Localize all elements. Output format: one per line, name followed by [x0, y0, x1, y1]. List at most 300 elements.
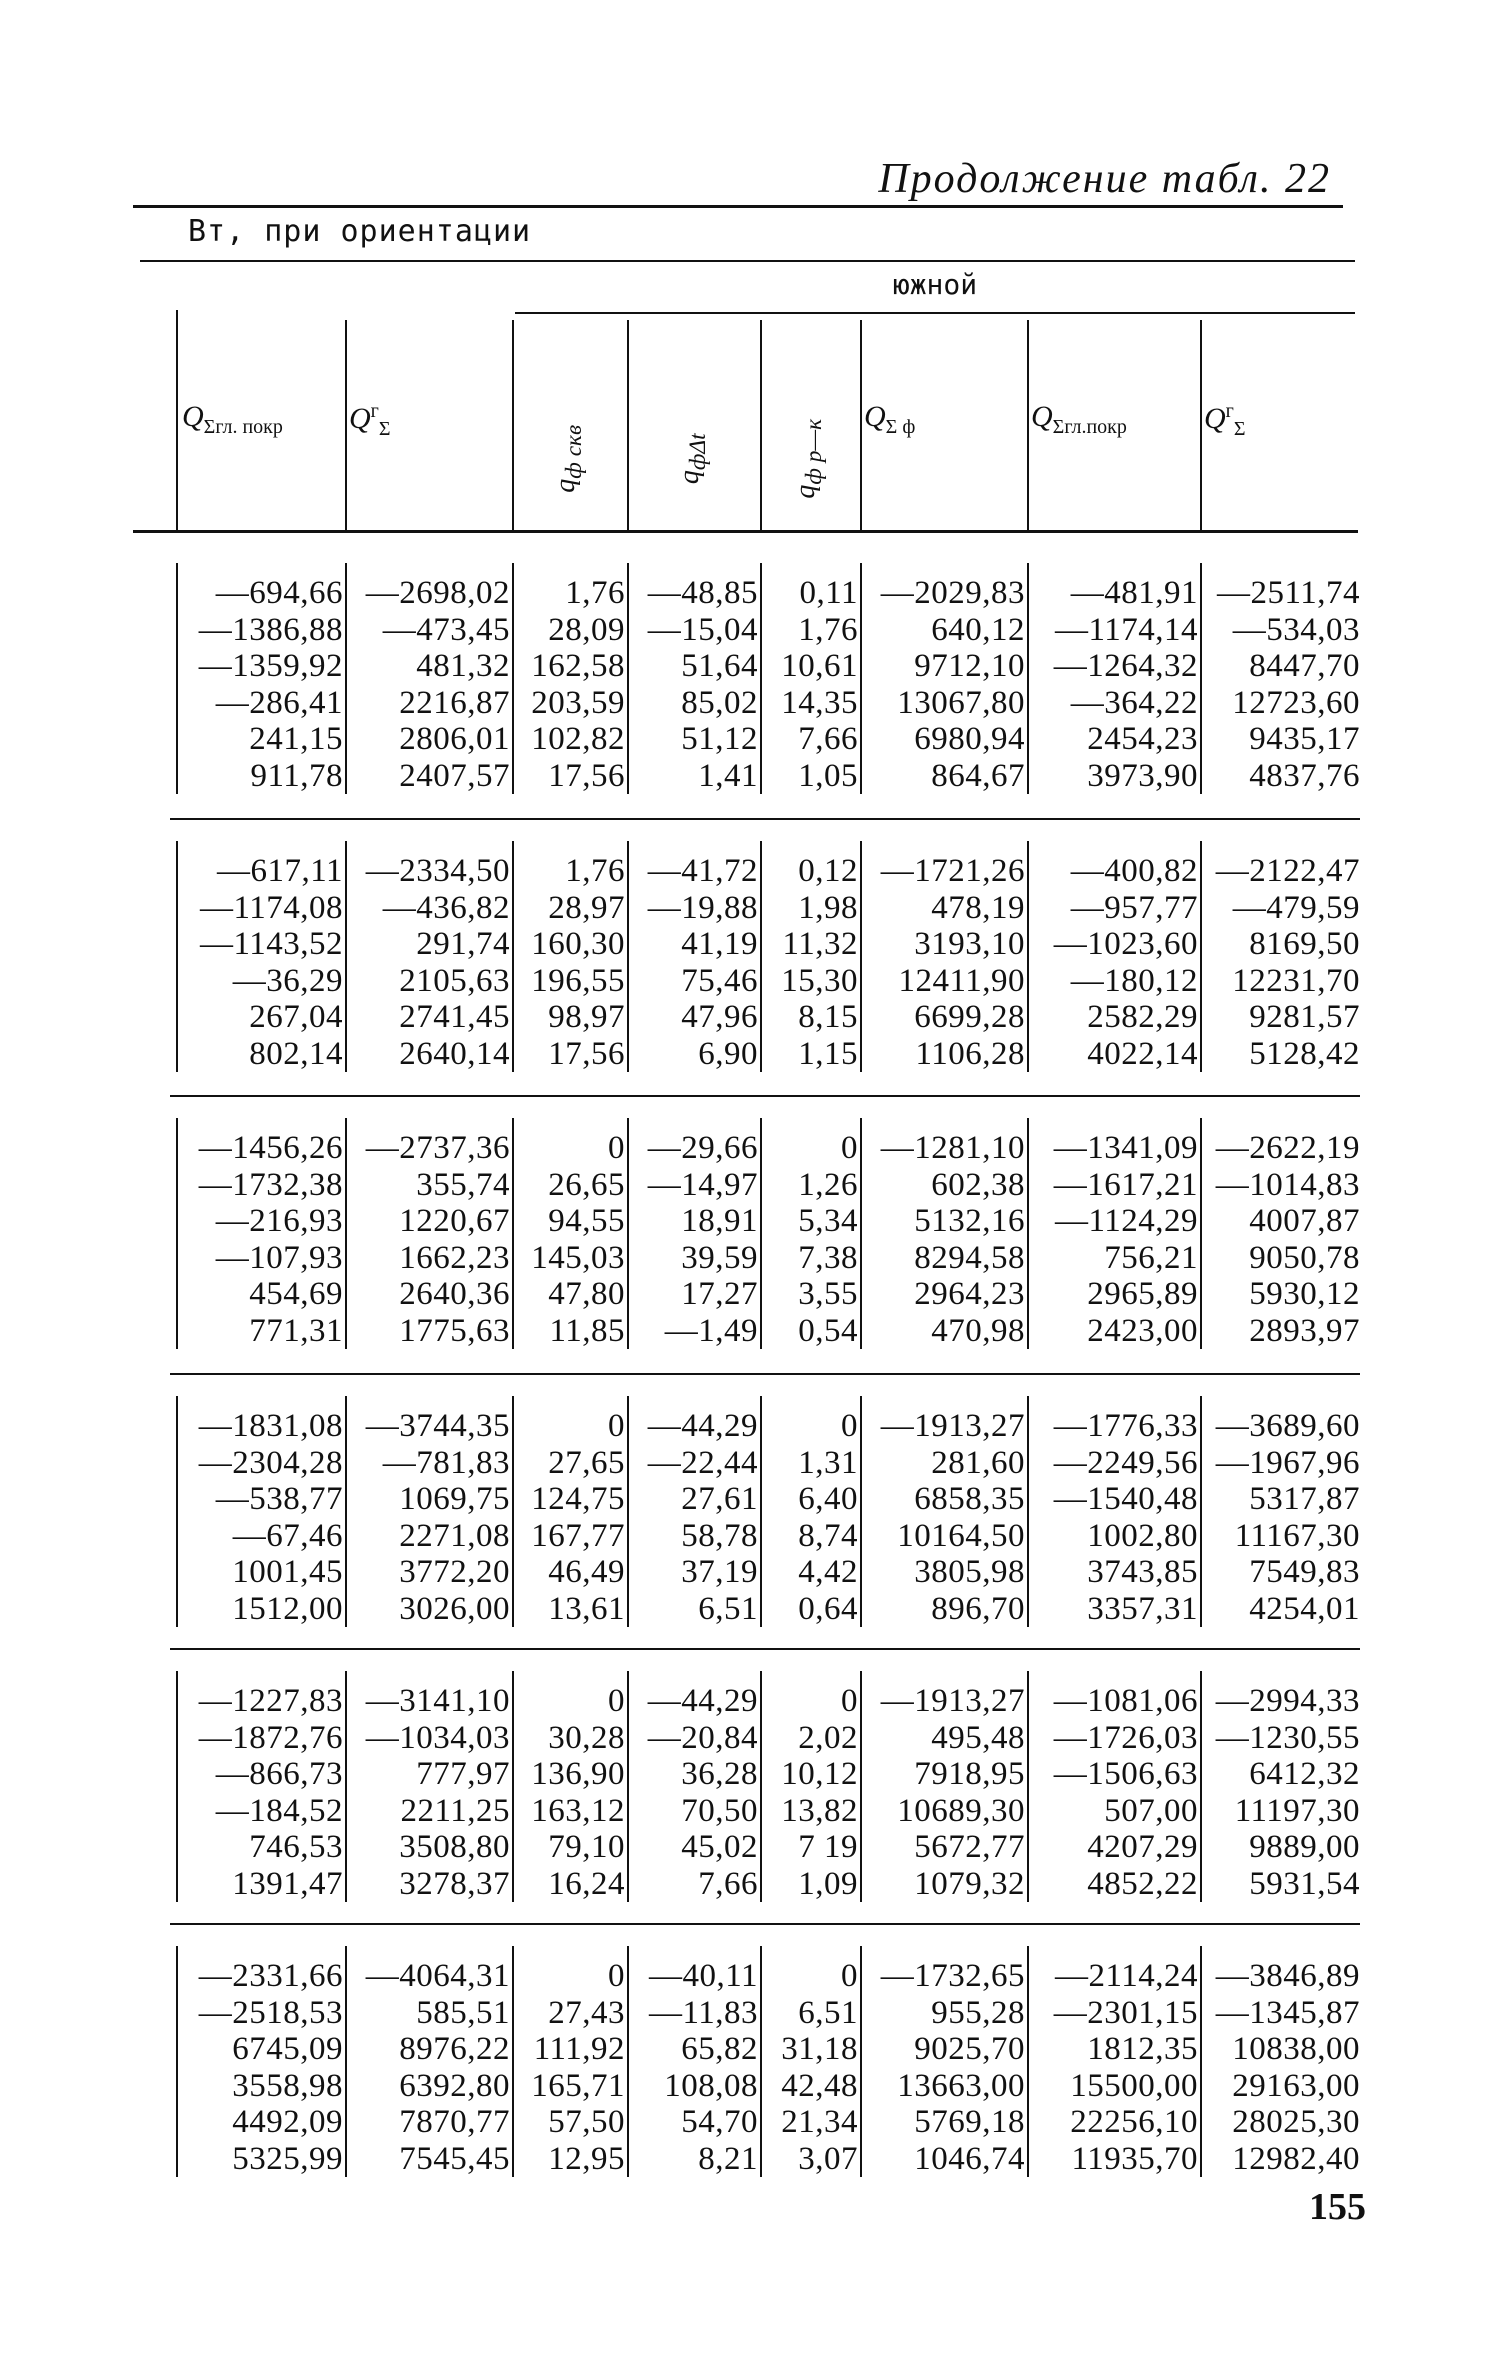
column-symbol: Q: [349, 402, 371, 435]
column-header: [864, 400, 915, 439]
table-cell: —11,83: [648, 1994, 758, 2031]
header-divider: [176, 310, 178, 530]
table-cell: —3141,10: [365, 1683, 510, 1719]
table-cell: —15,04: [647, 611, 758, 648]
table-cell: 1,76: [565, 853, 625, 889]
table-cell: 27,43: [548, 1994, 625, 2031]
group-separator: [170, 1095, 1360, 1097]
table-cell: 11935,70: [1071, 2140, 1198, 2177]
table-cell: 136,90: [531, 1756, 625, 1792]
table-cell: 0: [608, 1130, 625, 1166]
table-cell: —1345,87: [1215, 1994, 1360, 2031]
table-cell: —216,93: [215, 1203, 343, 1239]
column-subscript: Σгл. покр: [203, 416, 283, 438]
table-cell: 1,41: [698, 757, 758, 794]
table-cell: 1220,67: [399, 1203, 510, 1239]
table-caption: Продолжение табл. 22: [878, 156, 1331, 202]
table-cell: 5930,12: [1249, 1276, 1360, 1312]
table-cell: 17,56: [548, 757, 625, 794]
table-cell: 2964,23: [914, 1276, 1025, 1312]
column-symbol: q: [790, 484, 822, 499]
table-cell: 6412,32: [1249, 1756, 1360, 1792]
table-cell: —2029,83: [880, 575, 1025, 611]
table-cell: —2114,24: [1054, 1958, 1198, 1994]
table-cell: 6392,80: [399, 2067, 510, 2104]
table-cell: 1,98: [798, 889, 858, 926]
table-cell: 3558,98: [232, 2067, 343, 2104]
top-rule: [133, 205, 1343, 208]
table-cell: 7,38: [798, 1239, 858, 1276]
table-cell: 864,67: [931, 757, 1025, 794]
table-cell: 454,69: [249, 1276, 343, 1312]
table-cell: 70,50: [681, 1792, 758, 1829]
table-cell: 10689,30: [897, 1792, 1025, 1829]
table-cell: 3,07: [798, 2140, 858, 2177]
table-cell: 1069,75: [399, 1481, 510, 1517]
table-cell: 2806,01: [399, 721, 510, 757]
table-cell: 3357,31: [1087, 1590, 1198, 1627]
table-cell: 0: [608, 1683, 625, 1719]
table-cell: 108,08: [664, 2067, 758, 2104]
table-cell: 507,00: [1104, 1792, 1198, 1829]
column-symbol: Q: [1204, 402, 1226, 435]
table-cell: 0: [841, 1683, 858, 1719]
table-cell: —2994,33: [1215, 1683, 1360, 1719]
table-cell: 13663,00: [897, 2067, 1025, 2104]
table-cell: 28025,30: [1232, 2104, 1360, 2140]
table-cell: 0: [608, 1958, 625, 1994]
table-cell: —3689,60: [1215, 1408, 1360, 1444]
table-cell: 47,80: [548, 1276, 625, 1312]
table-cell: 4007,87: [1249, 1203, 1360, 1239]
table-cell: 6,90: [698, 1035, 758, 1072]
table-cell: 2216,87: [399, 684, 510, 721]
header-divider: [1200, 320, 1202, 530]
table-cell: 1662,23: [399, 1239, 510, 1276]
table-cell: 481,32: [416, 648, 510, 684]
table-cell: 7545,45: [399, 2140, 510, 2177]
table-cell: 2640,36: [399, 1276, 510, 1312]
table-cell: 6858,35: [914, 1481, 1025, 1517]
table-cell: 955,28: [931, 1994, 1025, 2031]
table-cell: 2582,29: [1087, 999, 1198, 1035]
table-cell: —2334,50: [365, 853, 510, 889]
table-cell: 8,15: [798, 999, 858, 1035]
column-superscript: г: [370, 400, 379, 422]
table-cell: 8976,22: [399, 2031, 510, 2067]
table-cell: —1617,21: [1053, 1166, 1198, 1203]
table-cell: 1046,74: [914, 2140, 1025, 2177]
table-cell: —436,82: [382, 889, 510, 926]
column-subscript: ф скв: [560, 424, 587, 479]
table-cell: 3805,98: [914, 1554, 1025, 1590]
table-cell: 1079,32: [914, 1865, 1025, 1902]
table-cell: —20,84: [647, 1719, 758, 1756]
table-cell: 15500,00: [1070, 2067, 1198, 2104]
table-cell: —1227,83: [198, 1683, 343, 1719]
column-header: [674, 399, 712, 519]
table-cell: 4,42: [798, 1554, 858, 1590]
table-cell: 1,05: [798, 757, 858, 794]
column-superscript: г: [1225, 400, 1234, 422]
table-cell: 14,35: [781, 684, 858, 721]
table-cell: 45,02: [681, 1829, 758, 1865]
table-cell: 1512,00: [232, 1590, 343, 1627]
table-cell: 7 19: [798, 1829, 858, 1865]
table-cell: 3743,85: [1087, 1554, 1198, 1590]
table-cell: 124,75: [531, 1481, 625, 1517]
table-cell: 94,55: [548, 1203, 625, 1239]
table-cell: —1872,76: [198, 1719, 343, 1756]
table-cell: 98,97: [548, 999, 625, 1035]
table-cell: —1913,27: [880, 1683, 1025, 1719]
table-cell: —19,88: [647, 889, 758, 926]
table-cell: 1,15: [798, 1035, 858, 1072]
table-cell: 4207,29: [1087, 1829, 1198, 1865]
table-cell: 165,71: [531, 2067, 625, 2104]
table-cell: 12723,60: [1232, 684, 1360, 721]
table-cell: 0,54: [798, 1312, 858, 1349]
table-cell: 42,48: [781, 2067, 858, 2104]
table-cell: 65,82: [681, 2031, 758, 2067]
table-cell: 1106,28: [915, 1035, 1025, 1072]
column-header: [1031, 400, 1127, 439]
table-cell: —866,73: [215, 1756, 343, 1792]
table-cell: 39,59: [681, 1239, 758, 1276]
table-cell: —2304,28: [198, 1444, 343, 1481]
table-cell: —1341,09: [1053, 1130, 1198, 1166]
table-cell: 162,58: [531, 648, 625, 684]
table-cell: 478,19: [931, 889, 1025, 926]
table-cell: 3772,20: [399, 1554, 510, 1590]
table-cell: 11,32: [782, 926, 858, 962]
table-cell: —48,85: [647, 575, 758, 611]
table-cell: 291,74: [416, 926, 510, 962]
column-header: [182, 400, 283, 439]
table-cell: —107,93: [215, 1239, 343, 1276]
table-cell: —40,11: [648, 1958, 758, 1994]
table-cell: 9712,10: [914, 648, 1025, 684]
table-cell: 111,92: [533, 2031, 625, 2067]
header-bottom-rule: [133, 530, 1358, 533]
table-cell: 1391,47: [232, 1865, 343, 1902]
table-cell: —2511,74: [1216, 575, 1360, 611]
table-cell: 0: [608, 1408, 625, 1444]
table-cell: 37,19: [681, 1554, 758, 1590]
table-cell: —1913,27: [880, 1408, 1025, 1444]
table-cell: —364,22: [1070, 684, 1198, 721]
table-cell: 7,66: [798, 721, 858, 757]
table-cell: 2454,23: [1087, 721, 1198, 757]
table-cell: 7549,83: [1249, 1554, 1360, 1590]
table-cell: —180,12: [1070, 962, 1198, 999]
table-cell: 203,59: [531, 684, 625, 721]
table-cell: 51,64: [681, 648, 758, 684]
table-cell: —1014,83: [1215, 1166, 1360, 1203]
table-cell: 6980,94: [914, 721, 1025, 757]
table-cell: —44,29: [647, 1408, 758, 1444]
orientation-rule: [515, 312, 1355, 314]
table-cell: 1,09: [798, 1865, 858, 1902]
table-cell: 5769,18: [914, 2104, 1025, 2140]
table-cell: 30,28: [548, 1719, 625, 1756]
table-cell: —3846,89: [1215, 1958, 1360, 1994]
table-cell: 196,55: [531, 962, 625, 999]
table-cell: 47,96: [681, 999, 758, 1035]
table-cell: 640,12: [931, 611, 1025, 648]
table-cell: 6745,09: [232, 2031, 343, 2067]
table-cell: 9050,78: [1249, 1239, 1360, 1276]
table-cell: 6699,28: [914, 999, 1025, 1035]
table-cell: 2,02: [798, 1719, 858, 1756]
table-cell: 4492,09: [232, 2104, 343, 2140]
table-cell: —1831,08: [198, 1408, 343, 1444]
table-cell: 2965,89: [1087, 1276, 1198, 1312]
table-cell: 7,66: [698, 1865, 758, 1902]
table-cell: 9281,57: [1249, 999, 1360, 1035]
table-cell: 28,97: [548, 889, 625, 926]
table-cell: —2698,02: [365, 575, 510, 611]
table-cell: 2407,57: [399, 757, 510, 794]
table-cell: 26,65: [548, 1166, 625, 1203]
table-cell: 0,11: [799, 575, 858, 611]
table-cell: —1124,29: [1054, 1203, 1198, 1239]
orientation-header: южной: [892, 268, 978, 301]
table-cell: —1081,06: [1053, 1683, 1198, 1719]
table-cell: 29163,00: [1232, 2067, 1360, 2104]
table-cell: 7870,77: [399, 2104, 510, 2140]
table-cell: 15,30: [781, 962, 858, 999]
table-cell: —1776,33: [1053, 1408, 1198, 1444]
table-cell: 9435,17: [1249, 721, 1360, 757]
table-cell: —44,29: [647, 1683, 758, 1719]
table-cell: 11167,30: [1234, 1517, 1360, 1554]
table-cell: 12,95: [548, 2140, 625, 2177]
units-header: Вт, при ориентации: [188, 214, 532, 249]
header-divider: [627, 320, 629, 530]
table-cell: —1540,48: [1053, 1481, 1198, 1517]
table-cell: 5317,87: [1249, 1481, 1360, 1517]
column-header: [1204, 400, 1246, 441]
column-header: [790, 399, 828, 519]
column-subscript: Σ ф: [885, 416, 916, 438]
table-cell: 145,03: [531, 1239, 625, 1276]
table-cell: 6,51: [798, 1994, 858, 2031]
table-cell: —286,41: [215, 684, 343, 721]
table-cell: —67,46: [232, 1517, 343, 1554]
table-cell: 79,10: [548, 1829, 625, 1865]
table-cell: 16,24: [548, 1865, 625, 1902]
table-cell: 2423,00: [1087, 1312, 1198, 1349]
table-cell: 3278,37: [399, 1865, 510, 1902]
table-cell: 12411,90: [898, 962, 1025, 999]
column-symbol: Q: [864, 400, 886, 433]
table-cell: —2249,56: [1053, 1444, 1198, 1481]
table-cell: 1002,80: [1087, 1517, 1198, 1554]
table-cell: 0,12: [798, 853, 858, 889]
table-cell: —14,97: [647, 1166, 758, 1203]
table-cell: —1174,08: [199, 889, 343, 926]
table-cell: 1001,45: [232, 1554, 343, 1590]
table-cell: —1023,60: [1053, 926, 1198, 962]
table-cell: 267,04: [249, 999, 343, 1035]
table-cell: 21,34: [781, 2104, 858, 2140]
table-cell: 0: [841, 1408, 858, 1444]
table-cell: 9889,00: [1249, 1829, 1360, 1865]
column-symbol: q: [673, 470, 705, 485]
table-cell: —473,45: [382, 611, 510, 648]
table-cell: 2271,08: [399, 1517, 510, 1554]
table-cell: 3193,10: [914, 926, 1025, 962]
table-cell: 57,50: [548, 2104, 625, 2140]
table-cell: 5128,42: [1249, 1035, 1360, 1072]
table-cell: 51,12: [681, 721, 758, 757]
table-cell: 281,60: [931, 1444, 1025, 1481]
header-divider: [512, 320, 514, 530]
table-cell: 8,74: [798, 1517, 858, 1554]
table-cell: 470,98: [931, 1312, 1025, 1349]
table-cell: 2640,14: [399, 1035, 510, 1072]
table-cell: 585,51: [416, 1994, 510, 2031]
table-cell: —22,44: [647, 1444, 758, 1481]
table-cell: 160,30: [531, 926, 625, 962]
table-cell: 3508,80: [399, 1829, 510, 1865]
group-separator: [170, 1648, 1360, 1650]
table-cell: —1386,88: [198, 611, 343, 648]
table-cell: —534,03: [1232, 611, 1360, 648]
table-cell: 167,77: [531, 1517, 625, 1554]
table-cell: 896,70: [931, 1590, 1025, 1627]
table-cell: 46,49: [548, 1554, 625, 1590]
table-cell: —2301,15: [1053, 1994, 1198, 2031]
table-cell: 4254,01: [1249, 1590, 1360, 1627]
group-separator: [170, 1373, 1360, 1375]
table-cell: —36,29: [232, 962, 343, 999]
table-cell: —1456,26: [198, 1130, 343, 1166]
table-cell: 3026,00: [399, 1590, 510, 1627]
column-subscript: Σгл.покр: [1052, 416, 1127, 438]
table-cell: 22256,10: [1070, 2104, 1198, 2140]
table-cell: —1264,32: [1053, 648, 1198, 684]
table-cell: 58,78: [681, 1517, 758, 1554]
table-cell: —1230,55: [1215, 1719, 1360, 1756]
table-cell: —617,11: [216, 853, 343, 889]
table-cell: 911,78: [250, 757, 343, 794]
table-cell: 241,15: [249, 721, 343, 757]
table-cell: 41,19: [681, 926, 758, 962]
table-cell: 10,12: [781, 1756, 858, 1792]
table-cell: 756,21: [1104, 1239, 1198, 1276]
table-cell: 54,70: [681, 2104, 758, 2140]
column-subscript: Σ: [378, 418, 391, 440]
table-cell: 777,97: [416, 1756, 510, 1792]
table-cell: 802,14: [249, 1035, 343, 1072]
table-cell: 8,21: [698, 2140, 758, 2177]
table-cell: 17,27: [681, 1276, 758, 1312]
table-cell: 0,64: [798, 1590, 858, 1627]
table-cell: 5132,16: [914, 1203, 1025, 1239]
table-cell: 8169,50: [1249, 926, 1360, 962]
table-cell: 8447,70: [1249, 648, 1360, 684]
table-cell: 13,82: [781, 1792, 858, 1829]
table-cell: 1,31: [798, 1444, 858, 1481]
table-cell: 602,38: [931, 1166, 1025, 1203]
table-cell: 5,34: [798, 1203, 858, 1239]
table-cell: 7918,95: [914, 1756, 1025, 1792]
table-cell: 5672,77: [914, 1829, 1025, 1865]
table-cell: 27,61: [681, 1481, 758, 1517]
table-cell: 12982,40: [1232, 2140, 1360, 2177]
table-cell: 746,53: [249, 1829, 343, 1865]
table-cell: 5325,99: [232, 2140, 343, 2177]
table-cell: 2893,97: [1249, 1312, 1360, 1349]
table-cell: 5931,54: [1249, 1865, 1360, 1902]
table-cell: —2737,36: [365, 1130, 510, 1166]
table-cell: —694,66: [215, 575, 343, 611]
column-subscript: Σ: [1233, 418, 1246, 440]
table-cell: 36,28: [681, 1756, 758, 1792]
table-cell: 12231,70: [1232, 962, 1360, 999]
table-cell: 0: [841, 1130, 858, 1166]
table-cell: —2122,47: [1215, 853, 1360, 889]
table-cell: —2622,19: [1215, 1130, 1360, 1166]
table-cell: 9025,70: [914, 2031, 1025, 2067]
column-subscript: фΔt: [684, 433, 711, 471]
column-header: [550, 399, 588, 519]
table-cell: —29,66: [647, 1130, 758, 1166]
table-cell: 8294,58: [914, 1239, 1025, 1276]
table-cell: —1732,38: [198, 1166, 343, 1203]
table-cell: —957,77: [1070, 889, 1198, 926]
table-cell: 18,91: [681, 1203, 758, 1239]
table-cell: 3,55: [798, 1276, 858, 1312]
table-cell: —481,91: [1070, 575, 1198, 611]
table-cell: —400,82: [1070, 853, 1198, 889]
table-cell: 1812,35: [1087, 2031, 1198, 2067]
table-cell: —1281,10: [880, 1130, 1025, 1166]
table-cell: 28,09: [548, 611, 625, 648]
table-cell: —1506,63: [1053, 1756, 1198, 1792]
table-cell: —1174,14: [1054, 611, 1198, 648]
column-symbol: q: [549, 478, 581, 493]
table-cell: —2518,53: [198, 1994, 343, 2031]
table-cell: 1775,63: [399, 1312, 510, 1349]
table-cell: 0: [841, 1958, 858, 1994]
table-cell: —1,49: [664, 1312, 758, 1349]
table-cell: 2741,45: [399, 999, 510, 1035]
group-separator: [170, 1923, 1360, 1925]
table-cell: 85,02: [681, 684, 758, 721]
table-cell: —479,59: [1232, 889, 1360, 926]
table-cell: —1143,52: [199, 926, 343, 962]
table-cell: 17,56: [548, 1035, 625, 1072]
page-number: 155: [1309, 2186, 1366, 2228]
column-symbol: Q: [182, 400, 204, 433]
table-cell: —41,72: [647, 853, 758, 889]
header-divider: [1027, 320, 1029, 530]
table-cell: —3744,35: [365, 1408, 510, 1444]
table-cell: 163,12: [531, 1792, 625, 1829]
group-separator: [170, 818, 1360, 820]
table-cell: 10,61: [781, 648, 858, 684]
table-cell: —2331,66: [198, 1958, 343, 1994]
table-cell: 1,26: [798, 1166, 858, 1203]
table-cell: —1034,03: [365, 1719, 510, 1756]
table-cell: 6,51: [698, 1590, 758, 1627]
table-cell: 1,76: [565, 575, 625, 611]
table-cell: 355,74: [416, 1166, 510, 1203]
table-cell: —4064,31: [365, 1958, 510, 1994]
